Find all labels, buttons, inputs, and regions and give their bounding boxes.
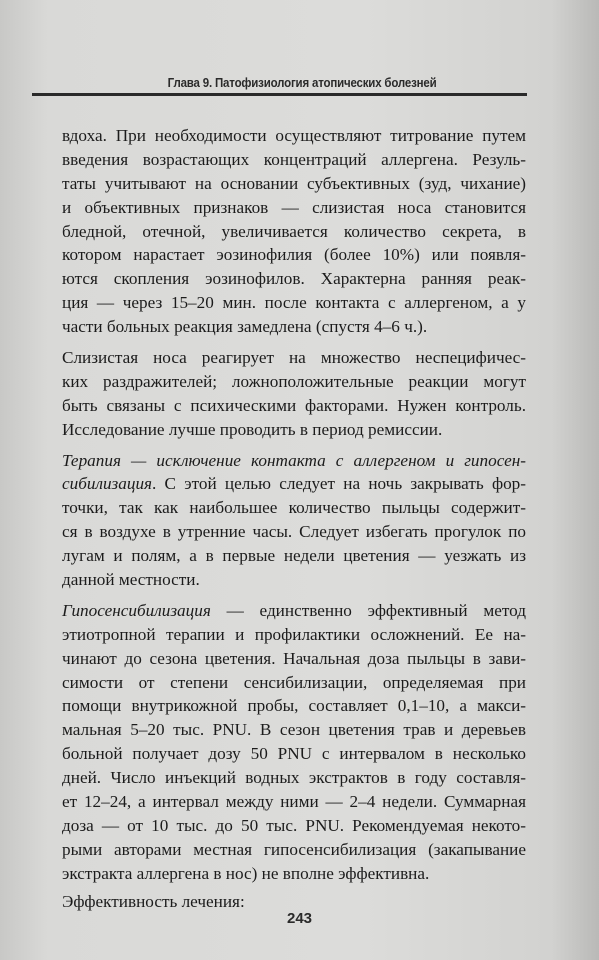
text-line: вдоха. При необходимости осуществляют титрование путем	[62, 126, 526, 145]
text-line: Эффективность лечения:	[62, 891, 245, 911]
running-header	[32, 74, 527, 96]
text-line: быть связаны с психическими факторами. Нужен контроль.	[62, 395, 526, 415]
page-number: 243	[286, 910, 313, 927]
text-line: чинают до сезона цветения. Начальная доза пыльцы в зави-	[62, 648, 526, 668]
paragraph	[62, 346, 526, 442]
text-line: данной местности.	[62, 570, 200, 590]
text-line: ет 12–24, а интервал между ними — 2–4 недели. Суммарная	[62, 792, 526, 812]
text-fragment: Слизистая носа реагирует на множество неспецифичес-	[62, 348, 526, 368]
italic-term: сибилизация	[62, 474, 153, 494]
text-line: экстракта аллергена в нос) не вполне эффективна.	[62, 863, 430, 883]
text-line: котором нарастает эозинофилия (более 10%) или появля-	[62, 245, 526, 265]
text-line: ются скопления эозинофилов. Характерна ранняя реак-	[62, 269, 526, 289]
text-line: мальная 5–20 тыс. PNU. В сезон цветения трав и деревьев	[62, 720, 526, 740]
paragraph	[62, 599, 526, 886]
text-line: Терапия — исключение контакта с аллергеном и гипосен-	[62, 450, 526, 470]
text-line: Исследование лучше проводить в период ремиссии.	[62, 419, 443, 439]
text-line	[62, 346, 526, 370]
text-line: части больных реакция замедлена (спустя 4–6 ч.).	[62, 317, 428, 337]
text-line: доза — от 10 тыс. до 50 тыс. PNU. Рекомендуемая некото-	[62, 815, 526, 835]
body-text	[62, 124, 526, 914]
text-line: рыми авторами местная гипосенсибилизация (закапывание	[62, 839, 526, 859]
text-line: бледной, отечной, увеличивается количество секрета, в	[62, 221, 526, 241]
chapter-title: Глава 9. Патофизиология атопических болезней	[168, 76, 437, 90]
text-line: введения возрастающих концентраций аллергена. Резуль-	[62, 149, 526, 169]
text-line: дней. Число инъекций водных экстрактов в году составля-	[62, 768, 526, 788]
text-line: больной получает дозу 50 PNU с интервалом в несколько	[62, 744, 526, 764]
paragraph	[62, 124, 526, 339]
text-fragment: — единственно эффективный метод	[210, 600, 526, 620]
text-line: ких раздражителей; ложноположительные реакции могут	[62, 371, 526, 391]
text-line: и объективных признаков — слизистая носа становится	[62, 197, 526, 217]
text-line: лугам и полям, а в первые недели цветения — уезжать из	[62, 546, 526, 566]
paragraph	[62, 449, 526, 592]
text-line: этиотропной терапии и профилактики осложнений. Ее на-	[62, 624, 526, 644]
text-line: симости от степени сенсибилизации, определяемая при	[62, 672, 526, 692]
text-line: точки, так как наибольшее количество пыльцы содержит-	[62, 498, 526, 518]
text-line: таты учитывают на основании субъективных (зуд, чихание)	[62, 173, 526, 193]
text-line	[62, 599, 526, 623]
text-line: ся в воздухе в утренние часы. Следует избегать прогулок по	[62, 522, 526, 542]
text-line: ция — через 15–20 мин. после контакта с аллергеном, а у	[62, 293, 526, 313]
italic-term: Гипосенсибилизация	[62, 600, 211, 620]
text-line: помощи внутрикожной пробы, составляет 0,1–10, а макси-	[62, 696, 526, 716]
text-fragment: . С этой целью следует на ночь закрывать фор-	[152, 474, 526, 494]
text-line	[62, 472, 526, 496]
